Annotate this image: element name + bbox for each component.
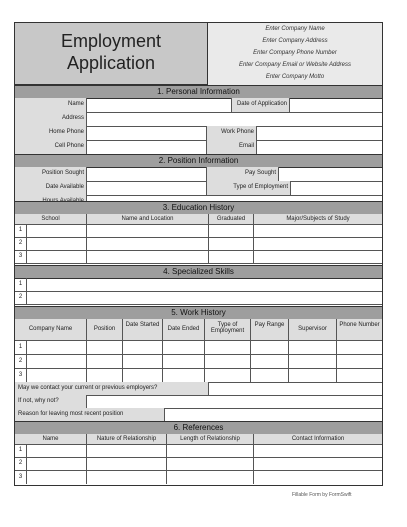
- work-company-field[interactable]: [27, 340, 87, 354]
- work-pay-field[interactable]: [251, 368, 289, 382]
- form-title: [15, 23, 208, 85]
- work-phone-header: Phone Number: [337, 319, 382, 340]
- skills-row: [15, 278, 382, 292]
- work-supervisor-header: Supervisor: [289, 319, 337, 340]
- edu-graduated-field[interactable]: [209, 237, 254, 250]
- title-line-1: Employment: [60, 31, 162, 51]
- title-line-2: Application: [66, 53, 156, 73]
- work-row: [15, 354, 382, 369]
- email-field[interactable]: [257, 140, 382, 154]
- work-supervisor-field[interactable]: [289, 340, 337, 354]
- row-address: [15, 112, 382, 127]
- name-field[interactable]: [87, 98, 232, 112]
- work-row-number: 3: [15, 368, 27, 382]
- skills-row: [15, 291, 382, 305]
- work-phone-field[interactable]: [257, 126, 382, 140]
- references-row: [15, 470, 382, 484]
- edu-school-field[interactable]: [27, 224, 87, 237]
- date-available-label: Date Available: [15, 181, 87, 195]
- edu-graduated-field[interactable]: [209, 250, 254, 263]
- work-type-header: Type of Employment: [205, 319, 251, 340]
- edu-location-field[interactable]: [87, 224, 209, 237]
- row-availability: [15, 181, 382, 196]
- section-personal-info: 1. Personal Information: [15, 85, 382, 99]
- edu-location-header: Name and Location: [87, 214, 209, 224]
- edu-major-header: Major/Subjects of Study: [254, 214, 382, 224]
- ref-nature-field[interactable]: [87, 470, 167, 484]
- date-available-field[interactable]: [87, 181, 207, 195]
- date-label: Date of Application: [232, 98, 290, 112]
- work-company-header: Company Name: [15, 319, 87, 340]
- ref-name-field[interactable]: [27, 470, 87, 484]
- address-field[interactable]: [87, 112, 382, 126]
- work-phone-label: Work Phone: [207, 126, 257, 140]
- work-position-header: Position: [87, 319, 123, 340]
- name-label: Name: [15, 98, 87, 112]
- work-supervisor-field[interactable]: [289, 354, 337, 368]
- work-company-field[interactable]: [27, 368, 87, 382]
- row-cell: [15, 140, 382, 155]
- ref-name-field[interactable]: [27, 444, 87, 457]
- ref-name-header: Name: [15, 434, 87, 444]
- ref-length-header: Length of Relationship: [167, 434, 254, 444]
- address-label: Address: [15, 112, 87, 126]
- date-field[interactable]: [290, 98, 382, 112]
- work-header-row: [15, 319, 382, 341]
- edu-school-header: School: [15, 214, 87, 224]
- company-address-field[interactable]: Enter Company Address: [208, 35, 382, 48]
- contact-employers-row: [15, 382, 382, 396]
- if-not-label: If not, why not?: [15, 395, 87, 408]
- ref-nature-header: Nature of Relationship: [87, 434, 167, 444]
- position-sought-label: Position Sought: [15, 167, 87, 181]
- ref-contact-header: Contact Information: [254, 434, 382, 444]
- work-type-field[interactable]: [205, 354, 251, 368]
- education-row: [15, 224, 382, 238]
- footer-credit: Fillable Form by FormSwift: [292, 492, 352, 498]
- work-ended-field[interactable]: [163, 354, 205, 368]
- edu-school-field[interactable]: [27, 250, 87, 263]
- row-phone: [15, 126, 382, 141]
- edu-row-number: 3: [15, 250, 27, 263]
- cell-phone-field[interactable]: [87, 140, 207, 154]
- ref-length-field[interactable]: [167, 457, 254, 470]
- company-name-field[interactable]: Enter Company Name: [208, 23, 382, 36]
- ref-row-number: 1: [15, 444, 27, 457]
- work-started-field[interactable]: [123, 368, 163, 382]
- employment-type-field[interactable]: [291, 181, 382, 195]
- work-row: [15, 340, 382, 355]
- work-row: [15, 368, 382, 383]
- work-started-header: Date Started: [123, 319, 163, 340]
- ref-nature-field[interactable]: [87, 444, 167, 457]
- company-motto-field[interactable]: Enter Company Motto: [208, 71, 382, 86]
- edu-school-field[interactable]: [27, 237, 87, 250]
- education-row: [15, 237, 382, 251]
- work-row-number: 1: [15, 340, 27, 354]
- if-not-row: [15, 395, 382, 409]
- skills-row-number: 1: [15, 278, 27, 291]
- row-position: [15, 167, 382, 182]
- work-type-field[interactable]: [205, 368, 251, 382]
- company-email-field[interactable]: Enter Company Email or Website Address: [208, 59, 382, 72]
- work-started-field[interactable]: [123, 340, 163, 354]
- edu-location-field[interactable]: [87, 237, 209, 250]
- cell-phone-label: Cell Phone: [15, 140, 87, 154]
- pay-sought-field[interactable]: [279, 167, 382, 181]
- home-phone-label: Home Phone: [15, 126, 87, 140]
- skills-field[interactable]: [27, 278, 382, 291]
- reason-leaving-label: Reason for leaving most recent position: [15, 408, 165, 421]
- section-education: 3. Education History: [15, 201, 382, 215]
- row-name: [15, 98, 382, 113]
- ref-row-number: 3: [15, 470, 27, 484]
- work-ended-header: Date Ended: [163, 319, 205, 340]
- work-ended-field[interactable]: [163, 368, 205, 382]
- work-ended-field[interactable]: [163, 340, 205, 354]
- employment-type-label: Type of Employment: [207, 181, 291, 195]
- work-company-field[interactable]: [27, 354, 87, 368]
- section-work-history: 5. Work History: [15, 306, 382, 320]
- references-row: [15, 444, 382, 458]
- email-label: Email: [207, 140, 257, 154]
- ref-length-field[interactable]: [167, 444, 254, 457]
- references-row: [15, 457, 382, 471]
- work-pay-field[interactable]: [251, 354, 289, 368]
- position-sought-field[interactable]: [87, 167, 207, 181]
- reason-leaving-row: [15, 408, 382, 422]
- edu-graduated-field[interactable]: [209, 224, 254, 237]
- edu-row-number: 2: [15, 237, 27, 250]
- ref-row-number: 2: [15, 457, 27, 470]
- ref-name-field[interactable]: [27, 457, 87, 470]
- section-position-info: 2. Position Information: [15, 154, 382, 168]
- edu-row-number: 1: [15, 224, 27, 237]
- work-type-field[interactable]: [205, 340, 251, 354]
- work-position-field[interactable]: [87, 340, 123, 354]
- edu-graduated-header: Graduated: [209, 214, 254, 224]
- home-phone-field[interactable]: [87, 126, 207, 140]
- work-position-field[interactable]: [87, 354, 123, 368]
- work-position-field[interactable]: [87, 368, 123, 382]
- ref-length-field[interactable]: [167, 470, 254, 484]
- work-row-number: 2: [15, 354, 27, 368]
- work-started-field[interactable]: [123, 354, 163, 368]
- work-pay-field[interactable]: [251, 340, 289, 354]
- section-references: 6. References: [15, 421, 382, 435]
- contact-employers-label: May we contact your current or previous employers?: [15, 382, 209, 395]
- edu-location-field[interactable]: [87, 250, 209, 263]
- ref-nature-field[interactable]: [87, 457, 167, 470]
- skills-field[interactable]: [27, 291, 382, 304]
- pay-sought-label: Pay Sought: [207, 167, 279, 181]
- education-row: [15, 250, 382, 264]
- company-phone-field[interactable]: Enter Company Phone Number: [208, 47, 382, 60]
- skills-row-number: 2: [15, 291, 27, 304]
- work-pay-header: Pay Range: [251, 319, 289, 340]
- application-form: [14, 22, 383, 486]
- section-skills: 4. Specialized Skills: [15, 265, 382, 279]
- work-supervisor-field[interactable]: [289, 368, 337, 382]
